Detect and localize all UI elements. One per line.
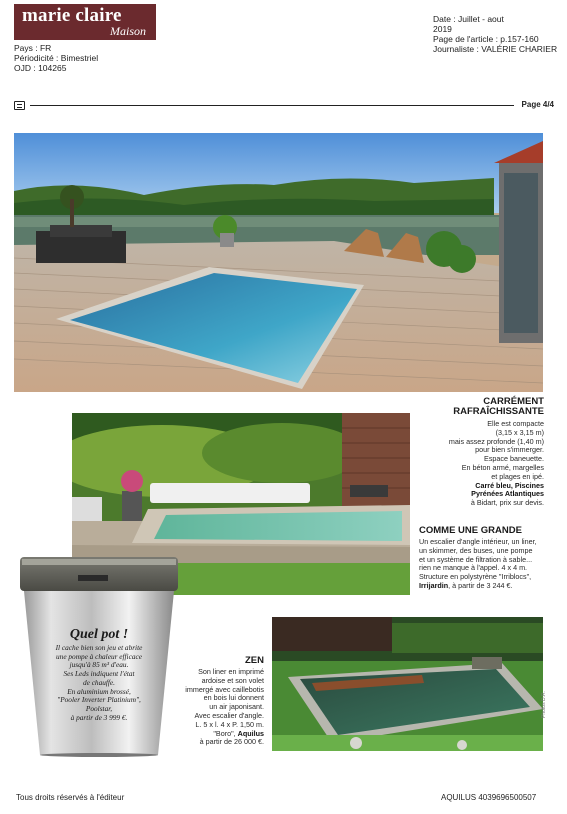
brand-name: Irrijardin	[419, 580, 449, 590]
body-line: Espace baneuette.	[484, 454, 544, 464]
footer-reference: AQUILUS 4039696500507	[441, 793, 537, 802]
section-body	[182, 668, 264, 747]
meta-journaliste: Journaliste : VALÉRIE CHARIER	[433, 44, 558, 54]
meta-date: Date : Juillet - aout	[433, 14, 504, 24]
logo-title: marie claire	[22, 5, 122, 26]
body-line: Avec escalier d'angle.	[194, 710, 264, 720]
pot-title: Quel pot !	[69, 627, 129, 642]
price-text: , à partir de 3 244 €.	[448, 580, 513, 590]
section-zen	[182, 656, 264, 747]
meta-year: 2019	[433, 24, 452, 34]
section-body	[419, 538, 554, 591]
body-line: en bois lui donnent	[203, 693, 264, 703]
section-title: CARRÉMENT	[483, 396, 544, 407]
photo-zen-pool	[272, 617, 543, 751]
body-line: mais assez profonde (1,40 m)	[448, 436, 544, 446]
price-line: à Bidart, prix sur devis.	[470, 498, 544, 508]
section-title: RAFRAÎCHISSANTE	[453, 406, 544, 417]
price-line	[419, 582, 554, 591]
rule-line	[30, 105, 514, 106]
body-line: Son liner en imprimé	[198, 667, 264, 676]
product-name: "Boro",	[213, 728, 238, 738]
meta-ojd: OJD : 104265	[14, 63, 67, 73]
meta-page-article: Page de l'article : p.157-160	[433, 34, 539, 44]
meta-periodicite: Périodicité : Bimestriel	[14, 53, 99, 63]
document-icon	[14, 101, 25, 110]
section-title: COMME UNE GRANDE	[419, 525, 522, 536]
pot-line: "Pooler Inverter Platinium",	[57, 695, 141, 705]
page-number: Page 4/4	[521, 100, 554, 109]
pot-description	[44, 644, 154, 722]
body-line: En béton armé, margelles	[461, 462, 544, 472]
heat-pump-pot	[18, 555, 180, 757]
price-line: à partir de 26 000 €.	[199, 737, 264, 747]
brand-name: Aquilus	[237, 728, 264, 738]
body-line: Structure en polystyrène "Irriblocs",	[419, 572, 532, 582]
body-line: un air japonisant.	[209, 702, 264, 712]
brand-name: Pyrénées Atlantiques	[471, 489, 544, 499]
body-line: (3,15 x 3,15 m)	[495, 427, 544, 437]
photo-credit: Photos D.R.	[541, 691, 547, 718]
publication-meta	[14, 43, 98, 73]
brand-name: Carré bleu, Piscines	[475, 480, 544, 490]
body-line: ardoise et son volet	[201, 675, 264, 685]
body-line: et plages en ipé.	[491, 471, 544, 481]
body-line: Elle est compacte	[487, 419, 544, 428]
pot-line: En aluminium brossé,	[67, 686, 131, 696]
body-line: Un escalier d'angle intérieur, un liner,	[419, 537, 537, 546]
pot-line: Poolstar,	[85, 703, 113, 713]
section-body	[408, 420, 544, 508]
body-line: pour bien s'immerger.	[475, 445, 544, 455]
body-line: rien ne manque à l'appel. 4 x 4 m.	[419, 563, 528, 573]
magazine-logo	[14, 4, 156, 40]
footer-rights: Tous droits réservés à l'éditeur	[16, 793, 125, 802]
pot-line: jusqu'à 85 m³ d'eau.	[69, 660, 129, 670]
article-meta	[433, 14, 557, 54]
body-line: et un système de filtration à sable...	[419, 554, 533, 564]
section-comme	[419, 526, 554, 591]
photo-lake-pool	[14, 133, 543, 392]
pot-line: Ses Leds indiquent l'état	[63, 669, 135, 679]
body-line: L. 5 x l. 4 x P. 1,50 m.	[195, 719, 264, 729]
logo-subtitle: Maison	[110, 24, 146, 38]
pot-line: à partir de 3 999 €.	[70, 712, 128, 722]
pot-line: de chauffe.	[82, 677, 115, 687]
page-rule	[14, 100, 554, 112]
body-line: un skimmer, des buses, une pompe	[419, 545, 533, 555]
section-title: ZEN	[245, 655, 264, 666]
meta-pays: Pays : FR	[14, 43, 52, 53]
body-line: immergé avec caillebotis	[185, 684, 264, 694]
section-carrement	[408, 397, 544, 508]
pot-line: une pompe à chaleur efficace	[56, 651, 142, 661]
pot-caption	[44, 627, 154, 722]
pot-line: Il cache bien son jeu et abrite	[55, 643, 143, 652]
